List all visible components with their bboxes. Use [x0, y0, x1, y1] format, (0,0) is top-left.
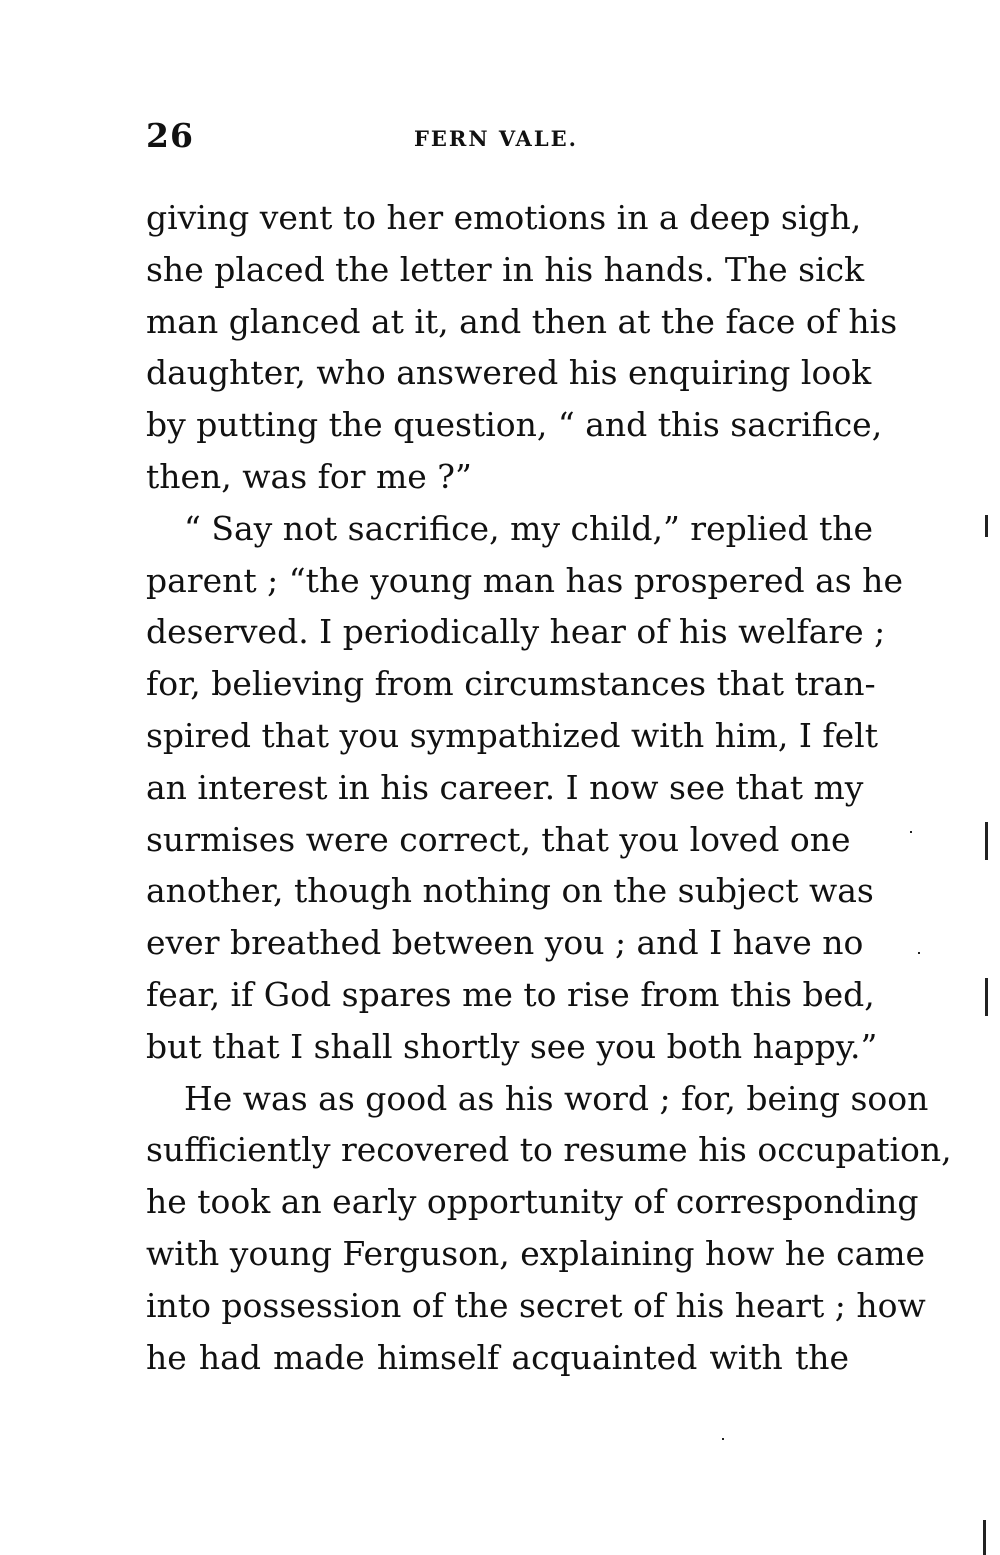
running-head	[146, 116, 846, 156]
text-line: he took an early opportunity of corresponding	[146, 1182, 919, 1222]
text-line: he had made himself acquainted with the	[146, 1337, 849, 1377]
page-number: 26	[146, 116, 194, 155]
scan-mark	[983, 1520, 986, 1555]
scan-speck	[910, 831, 912, 833]
text-line: deserved. I periodically hear of his welfare ;	[146, 612, 886, 652]
scan-speck	[918, 952, 920, 954]
text-line: with young Ferguson, explaining how he came	[146, 1233, 926, 1273]
text-line: then, was for me ?”	[146, 456, 472, 496]
text-line: but that I shall shortly see you both happy.”	[146, 1026, 878, 1066]
paragraph-2	[146, 503, 903, 1073]
text-line: daughter, who answered his enquiring look	[146, 353, 872, 393]
text-line: fear, if God spares me to rise from this bed,	[146, 974, 875, 1014]
text-line: giving vent to her emotions in a deep sigh,	[146, 198, 862, 237]
running-title: FERN VALE.	[414, 126, 578, 151]
text-line: man glanced at it, and then at the face of his	[146, 301, 898, 341]
text-line: “ Say not sacrifice, my child,” replied the	[184, 508, 874, 548]
text-line: sufficiently recovered to resume his occupation,	[146, 1130, 952, 1170]
text-line: ever breathed between you ; and I have no	[146, 923, 864, 963]
paragraph-3	[146, 1073, 952, 1384]
text-line: surmises were correct, that you loved one	[146, 819, 851, 859]
body-text	[146, 192, 952, 1383]
text-line: for, believing from circumstances that tran-	[146, 664, 876, 704]
text-line: He was as good as his word ; for, being soon	[184, 1078, 929, 1118]
text-line: another, though nothing on the subject was	[146, 871, 874, 911]
text-line: by putting the question, “ and this sacrifice,	[146, 405, 883, 445]
text-line: parent ; “the young man has prospered as he	[146, 560, 903, 600]
paragraph-1	[146, 192, 898, 503]
text-line: into possession of the secret of his heart ; how	[146, 1285, 926, 1325]
text-line: an interest in his career. I now see that my	[146, 767, 864, 807]
text-line: she placed the letter in his hands. The sick	[146, 249, 865, 289]
scan-mark	[985, 822, 988, 860]
scan-speck	[722, 1438, 724, 1440]
text-line: spired that you sympathized with him, I felt	[146, 715, 878, 755]
scan-mark	[985, 978, 988, 1016]
scan-mark	[985, 515, 988, 537]
